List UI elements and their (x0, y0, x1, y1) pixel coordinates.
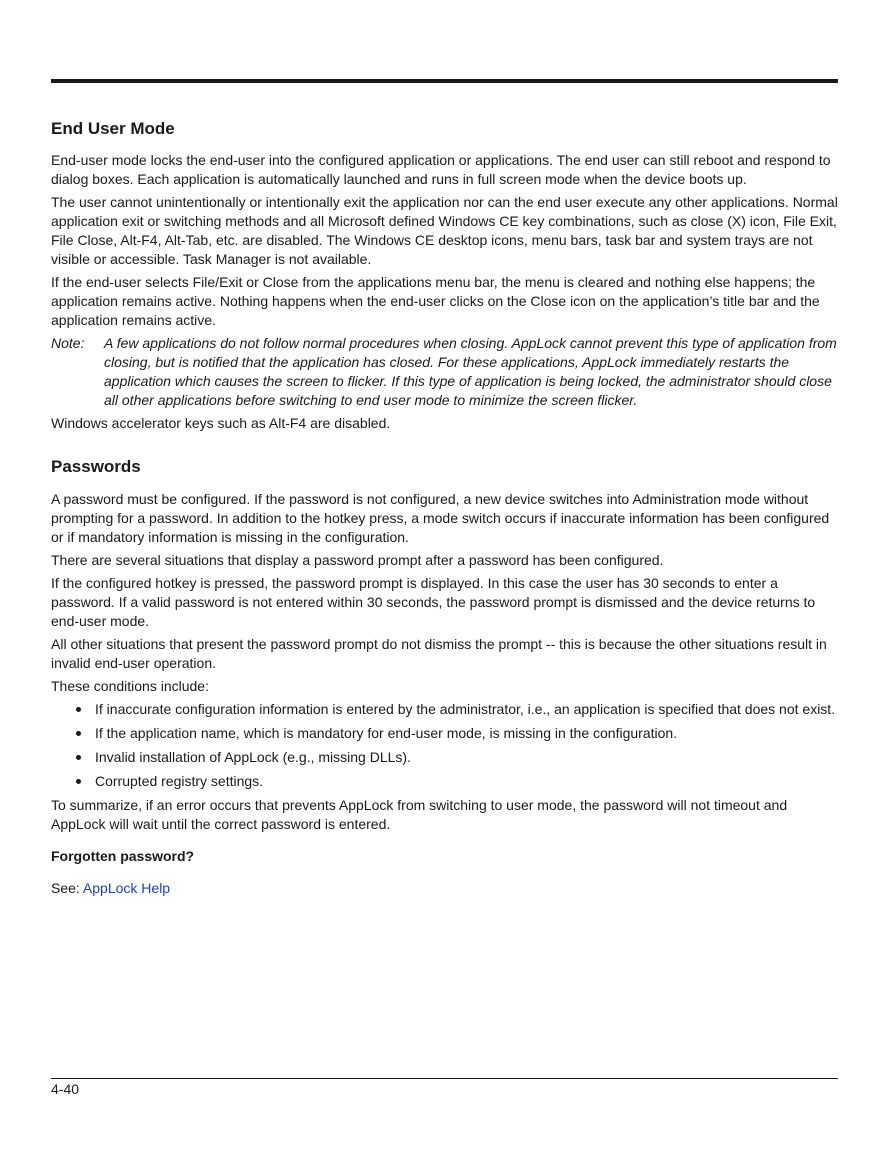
page-content (51, 116, 841, 902)
heading-passwords: Passwords (51, 457, 141, 476)
paragraph: If the configured hotkey is pressed, the password prompt is displayed. In this case the user has 30 seconds to enter a password. If a valid password is not entered within 30 seconds, the password prompt is dismissed and the device returns to end-user mode. (51, 575, 816, 629)
list-item-text: Corrupted registry settings. (95, 773, 264, 789)
paragraph: If the end-user selects File/Exit or Close from the applications menu bar, the menu is cleared and nothing else happens; the application remains active. Nothing happens when the end-user clicks on the Close icon on the application’s title bar and the application remains active. (51, 274, 820, 328)
heading-forgotten-password: Forgotten password? (51, 848, 195, 864)
applock-help-link[interactable]: AppLock Help (82, 880, 171, 896)
conditions-list (51, 700, 841, 791)
list-item-text: If the application name, which is mandatory for end-user mode, is missing in the configuration. (95, 725, 678, 741)
paragraph-summary: To summarize, if an error occurs that prevents AppLock from switching to user mode, the password will not timeout and AppLock will wait until the correct password is entered. (51, 797, 788, 832)
see-prefix: See: (51, 880, 83, 896)
section-passwords (51, 454, 841, 898)
list-item-text: If inaccurate configuration information is entered by the administrator, i.e., an application is specified that does not exist. (95, 701, 836, 717)
list-item (51, 724, 841, 743)
page-number: 4-40 (51, 1081, 80, 1097)
list-item-text: Invalid installation of AppLock (e.g., missing DLLs). (95, 749, 411, 765)
paragraph: There are several situations that display a password prompt after a password has been configured. (51, 552, 664, 568)
section-end-user-mode (51, 116, 841, 433)
paragraph: A password must be configured. If the password is not configured, a new device switches into Administration mode without prompting for a password. In addition to the hotkey press, a mode switch occurs if inaccurate information has been configured or if mandatory information is missing in the configuration. (51, 491, 830, 545)
bullet-icon (76, 755, 81, 760)
paragraph: These conditions include: (51, 678, 209, 694)
paragraph: Windows accelerator keys such as Alt-F4 are disabled. (51, 415, 391, 431)
list-item (51, 772, 841, 791)
paragraph: The user cannot unintentionally or intentionally exit the application nor can the end user execute any other applications. Normal application exit or switching methods and all Microsoft defined Windows CE key combinations, such as close (X) icon, File Exit, File Close, Alt-F4, Alt-Tab, etc. are disabled. The Windows CE desktop icons, menu bars, task bar and system trays are not visible or accessible. Task Manager is not available. (51, 194, 838, 267)
header-rule (51, 79, 838, 83)
note-label: Note: (51, 335, 85, 351)
bullet-icon (76, 707, 81, 712)
paragraph: All other situations that present the password prompt do not dismiss the prompt -- this is because the other situations result in invalid end-user operation. (51, 636, 827, 671)
list-item (51, 700, 841, 719)
note-block (51, 334, 841, 410)
footer-rule (51, 1078, 838, 1079)
see-line (51, 879, 841, 898)
bullet-icon (76, 731, 81, 736)
list-item (51, 748, 841, 767)
bullet-icon (76, 779, 81, 784)
heading-end-user-mode: End User Mode (51, 119, 175, 138)
note-text: A few applications do not follow normal procedures when closing. AppLock cannot prevent this type of application from closing, but is notified that the application has closed. For these applications, AppLock immediately restarts the application which causes the screen to flicker. If this type of application is being locked, the administrator should close all other applications before switching to end user mode to minimize the screen flicker. (104, 335, 837, 408)
paragraph: End-user mode locks the end-user into the configured application or applications. The end user can still reboot and respond to dialog boxes. Each application is automatically launched and runs in full screen mode when the device boots up. (51, 152, 831, 187)
